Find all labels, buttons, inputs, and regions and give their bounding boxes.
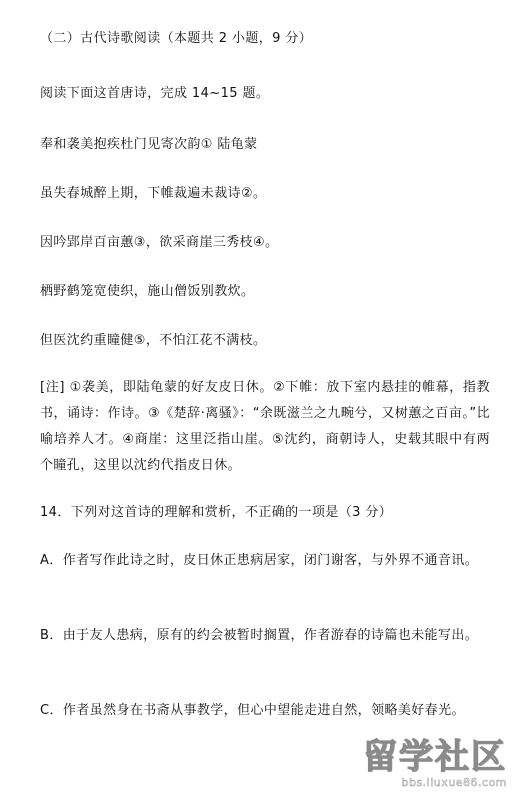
poem-line-2: 因吟郢岸百亩蕙③，欲采商崖三秀枝④。 <box>40 235 279 250</box>
annotation-note: [注] ①袭美，即陆龟蒙的好友皮日休。②下帷：放下室内悬挂的帷幕，指教书，诵诗：作诗。③《楚辞·离骚》：“余既滋兰之九畹兮，又树蕙之百亩。”比喻培养人才。④商崖：这里泛指山崖。⑤沈约，商朝诗人，史载其眼中有两个瞳孔，这里以沈约代指皮日休。 <box>40 380 490 473</box>
poem-line-3: 栖野鹤笼宽使织，施山僧饭别教炊。 <box>40 284 255 299</box>
option-b: B．由于友人患病，原有的约会被暂时搁置，作者游春的诗篇也未能写出。 <box>40 628 479 643</box>
watermark-logo: 留学社区 <box>363 737 507 777</box>
option-c: C．作者虽然身在书斋从事教学，但心中望能走进自然，领略美好春光。 <box>40 703 465 718</box>
poem-title: 奉和袭美抱疾杜门见寄次韵① 陆龟蒙 <box>40 137 258 152</box>
site-watermark <box>317 737 507 793</box>
poem-line-1: 虽失春城醉上期，下帷裁遍未裁诗②。 <box>40 186 267 201</box>
question-stem: 14．下列对这首诗的理解和赏析，不正确的一项是（3 分） <box>40 505 393 520</box>
poem-line-4: 但医沈约重瞳健⑤，不怕江花不满枝。 <box>40 333 267 348</box>
section-heading: （二）古代诗歌阅读（本题共 2 小题，9 分） <box>40 31 313 46</box>
instruction-text: 阅读下面这首唐诗，完成 14~15 题。 <box>40 86 270 101</box>
option-a: A．作者写作此诗之时，皮日休正患病居家，闭门谢客，与外界不通音讯。 <box>40 553 479 568</box>
watermark-url: bbs.liuxue86.com <box>401 776 507 789</box>
